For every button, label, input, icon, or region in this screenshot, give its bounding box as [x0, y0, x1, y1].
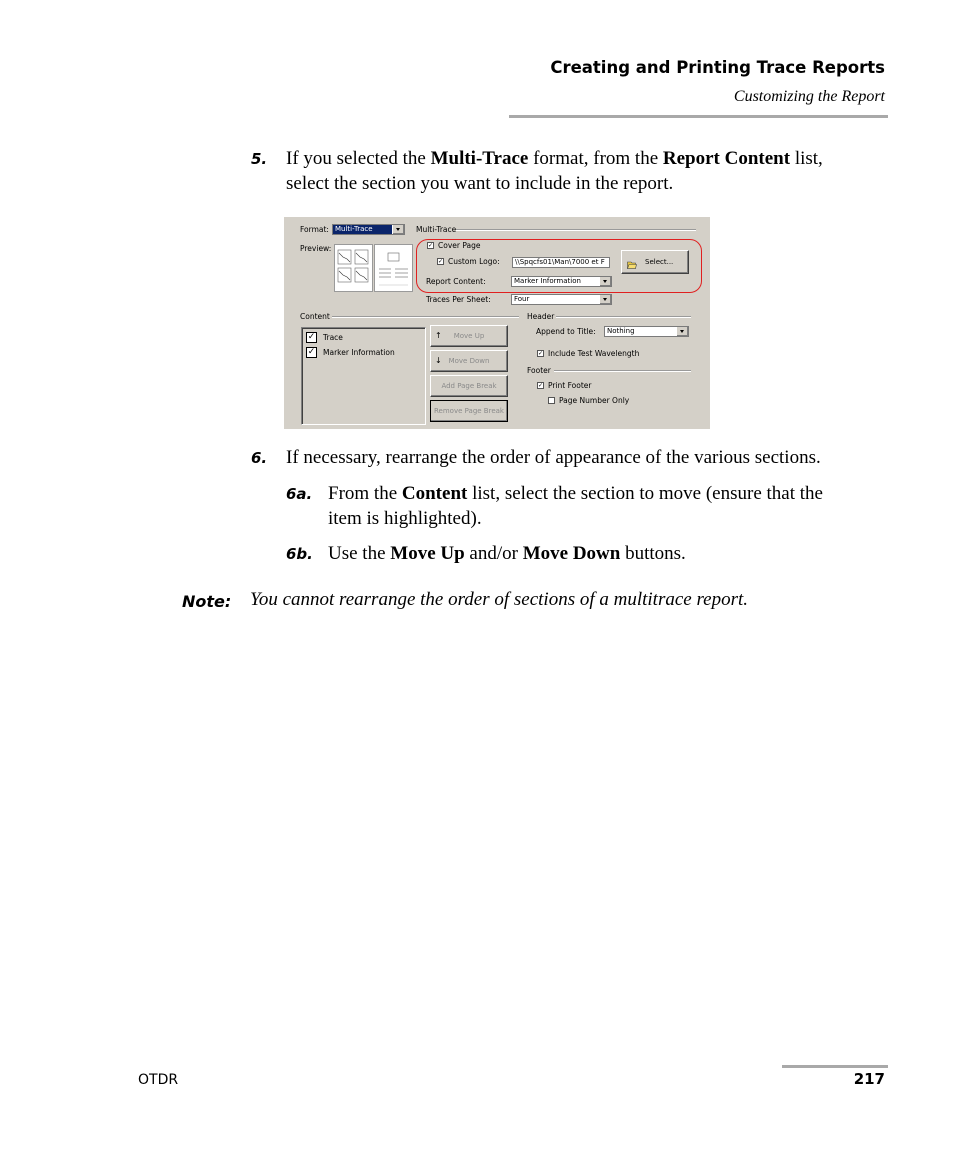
step-5-number: 5.	[251, 150, 268, 168]
format-label: Format:	[300, 225, 329, 234]
note-label: Note:	[182, 592, 232, 611]
step-5-line-2: select the section you want to include in the report.	[286, 173, 674, 194]
remove-page-break-button[interactable]: Remove Page Break	[430, 400, 508, 422]
step-6-text: If necessary, rearrange the order of appearance of the various sections.	[286, 447, 821, 468]
traces-per-sheet-label: Traces Per Sheet:	[426, 295, 491, 304]
footer-rule	[782, 1065, 888, 1068]
chevron-down-icon	[599, 295, 611, 304]
step-6a-line-2: item is highlighted).	[328, 508, 482, 529]
custom-logo-label: Custom Logo:	[448, 257, 500, 266]
content-list[interactable]	[301, 327, 426, 425]
multitrace-group-label: Multi-Trace	[416, 225, 457, 234]
print-footer-label: Print Footer	[548, 381, 592, 390]
report-content-select[interactable]: Marker Information	[511, 276, 612, 287]
highlight-ellipse	[416, 239, 702, 293]
add-page-break-button[interactable]: Add Page Break	[430, 375, 508, 397]
print-footer-checkbox[interactable]: ✓	[538, 382, 544, 389]
arrow-down-icon: ↓	[435, 356, 442, 365]
note-text: You cannot rearrange the order of sections of a multitrace report.	[250, 589, 749, 610]
chevron-down-icon	[392, 225, 404, 234]
header-group-label: Header	[527, 312, 555, 321]
include-test-wavelength-label: Include Test Wavelength	[548, 349, 640, 358]
append-to-title-label: Append to Title:	[536, 327, 596, 336]
select-logo-button[interactable]: Select...	[621, 250, 689, 274]
logo-path-field[interactable]: \\Spqcfs01\Man\7000 et F	[512, 257, 610, 268]
content-group-label: Content	[300, 312, 330, 321]
step-6b-number: 6b.	[286, 545, 313, 563]
append-to-title-select[interactable]: Nothing	[604, 326, 689, 337]
format-select[interactable]: Multi-Trace	[332, 224, 405, 235]
content-item-marker-information[interactable]: Marker Information	[323, 348, 395, 357]
content-item-trace[interactable]: Trace	[323, 333, 343, 342]
include-test-wavelength-checkbox[interactable]: ✓	[538, 350, 544, 357]
running-header-title: Creating and Printing Trace Reports	[550, 58, 885, 77]
content-item-marker-checkbox[interactable]: ✓	[307, 347, 316, 357]
header-group-rule	[556, 316, 691, 318]
content-item-trace-checkbox[interactable]: ✓	[307, 332, 316, 342]
content-group-rule	[332, 316, 519, 318]
step-5-line-1: If you selected the Multi-Trace format, from the Report Content list,	[286, 148, 823, 169]
step-6a-line-1: From the Content list, select the section to move (ensure that the	[328, 483, 823, 504]
step-6a-number: 6a.	[286, 485, 313, 503]
footer-product-name: OTDR	[138, 1072, 179, 1088]
header-rule	[509, 115, 888, 118]
move-down-button[interactable]: ↓ Move Down	[430, 350, 508, 372]
preview-thumbnail-traces	[334, 244, 373, 292]
move-up-button[interactable]: ↑ Move Up	[430, 325, 508, 347]
custom-logo-checkbox[interactable]: ✓	[438, 258, 444, 265]
page-number-only-checkbox[interactable]	[548, 397, 555, 404]
report-content-label: Report Content:	[426, 277, 486, 286]
report-dialog-screenshot	[284, 217, 711, 429]
cover-page-checkbox[interactable]: ✓	[428, 242, 434, 249]
step-6b-text: Use the Move Up and/or Move Down buttons.	[328, 543, 686, 564]
multitrace-group-rule	[456, 229, 696, 231]
cover-page-label: Cover Page	[438, 241, 481, 250]
page-number-only-label: Page Number Only	[559, 396, 630, 405]
footer-group-label: Footer	[527, 366, 551, 375]
traces-per-sheet-select[interactable]: Four	[511, 294, 612, 305]
arrow-up-icon: ↑	[435, 331, 442, 340]
chevron-down-icon	[676, 327, 688, 336]
step-6-number: 6.	[251, 449, 268, 467]
preview-label: Preview:	[300, 244, 332, 253]
page-number: 217	[853, 1070, 885, 1088]
running-header-subtitle: Customizing the Report	[733, 88, 885, 105]
preview-thumbnail-markers	[374, 244, 413, 292]
footer-group-rule	[554, 370, 691, 372]
